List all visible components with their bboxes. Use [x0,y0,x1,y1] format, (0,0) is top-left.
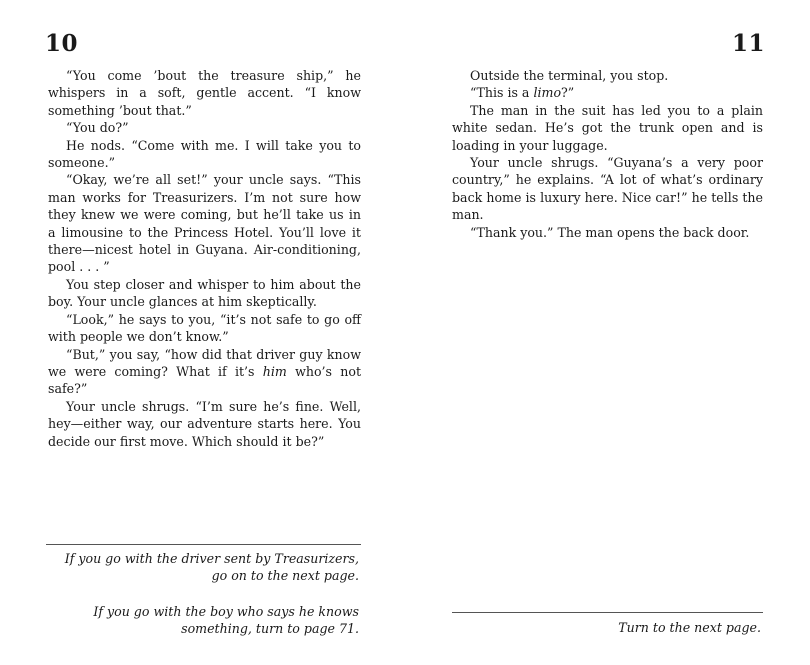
paragraph: Outside the terminal, you stop. [470,68,669,83]
page-number-left: 10 [45,30,79,57]
page-number-right: 11 [731,30,765,57]
choice-line: go on to the next page. [211,568,359,584]
right-page-body [452,67,763,241]
paragraph: “Thank you.” The man opens the back door. [470,224,750,240]
turn-page-direction: Turn to the next page. [618,620,761,635]
paragraph: “You come ’bout the treasure ship,” he whispers in a soft, gentle accent. “I know something ’bout that.” [48,68,361,118]
paragraph: He nods. “Come with me. I will take you to someone.” [48,137,361,171]
paragraph: Your uncle shrugs. “Guyana’s a very poor country,” he explains. “A lot of what’s ordinary back home is luxury here. Nice car!” he tells the man. [452,155,763,223]
choice-line: If you go with the boy who says he knows [93,604,359,619]
text-run: “This is a [470,85,534,101]
right-page [405,0,810,665]
text-run: “But,” you say, “how did that driver guy know we were coming? What if it’s [48,346,361,379]
choice-option-1 [46,550,359,585]
left-page-body [48,67,361,450]
paragraph: You step closer and whisper to him about the boy. Your uncle glances at him skeptically. [48,276,361,310]
paragraph: “Look,” he says to you, “it’s not safe to go off with people we don’t know.” [48,311,361,345]
text-run: ?” [561,85,575,101]
choice-option-2 [46,603,359,638]
text-run: who’s not safe?” [48,363,362,397]
paragraph [48,346,361,398]
divider-rule [452,612,763,613]
paragraph [452,84,763,101]
choice-line: If you go with the driver sent by Treasurizers, [64,551,359,566]
emphasis: limo [533,85,562,101]
emphasis: him [262,363,287,379]
paragraph: The man in the suit has led you to a plain white sedan. He’s got the trunk open and is loading in your luggage. [452,102,763,153]
divider-rule [46,544,361,545]
choice-line: something, turn to page 71. [181,621,359,637]
paragraph: Your uncle shrugs. “I’m sure he’s fine. Well, hey—either way, our adventure starts here. You decide our first move. Which should it be?” [48,398,361,449]
paragraph: “You do?” [66,120,129,136]
paragraph: “Okay, we’re all set!” your uncle says. “This man works for Treasurizers. I’m not sure how they knew we were coming, but he’ll take us in a limousine to the Princess Hotel. You’ll love it there—nicest hotel in Guyana. Air-conditioning, pool . . . ” [48,172,361,275]
